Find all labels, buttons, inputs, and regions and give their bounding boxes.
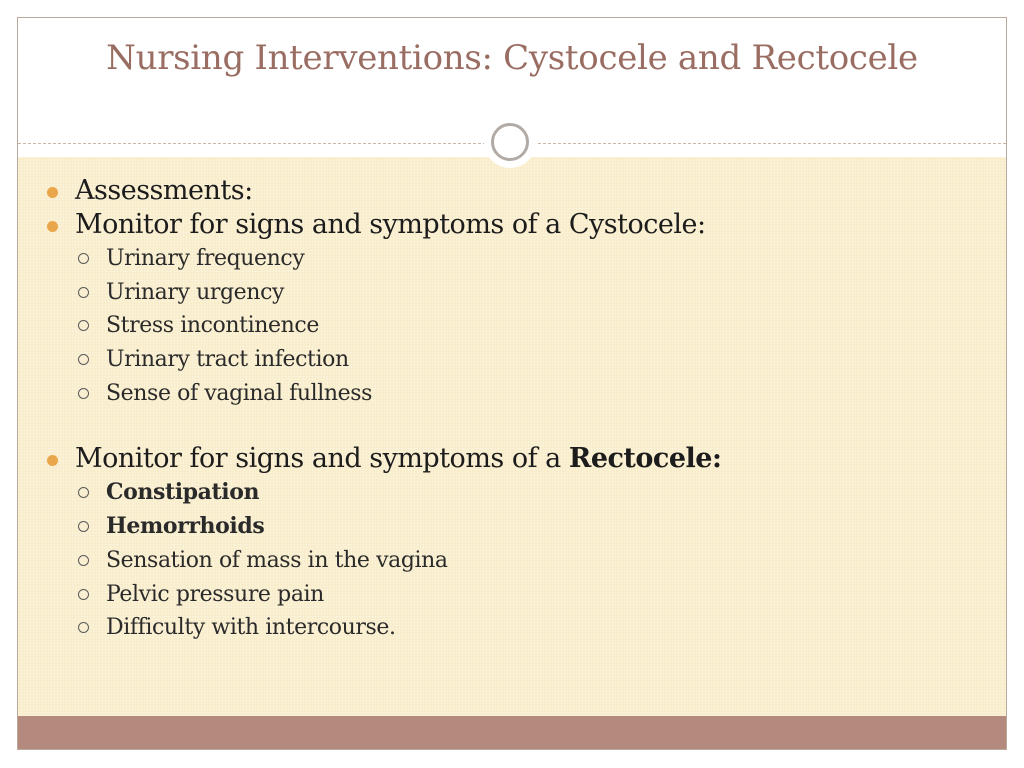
circle-bullet-icon [78, 622, 89, 633]
circle-bullet-icon [78, 555, 89, 566]
circle-ornament-icon [484, 116, 536, 168]
circle-bullet-icon [78, 589, 89, 600]
cystocele-symptom: Stress incontinence [106, 313, 319, 339]
bottom-bar [18, 716, 1006, 750]
bullet-assessments [46, 174, 946, 208]
list-item [46, 377, 946, 411]
cystocele-symptom: Sense of vaginal fullness [106, 380, 373, 406]
rectocele-symptom: Difficulty with intercourse. [106, 615, 396, 641]
bullet-cystocele-heading [46, 208, 946, 242]
list-item [46, 510, 946, 544]
list-item [46, 611, 946, 645]
circle-bullet-icon [78, 287, 89, 298]
cystocele-symptom: Urinary urgency [106, 279, 285, 305]
bullet-dot-icon [47, 221, 58, 232]
bullet-dot-icon [47, 187, 58, 198]
circle-bullet-icon [78, 487, 89, 498]
ornament-ring [491, 123, 529, 161]
list-item [46, 242, 946, 276]
list-item [46, 544, 946, 578]
rectocele-symptom: Hemorrhoids [106, 513, 265, 540]
circle-bullet-icon [78, 320, 89, 331]
cystocele-symptom: Urinary frequency [106, 246, 305, 271]
circle-bullet-icon [78, 354, 89, 365]
list-item [46, 276, 946, 310]
rectocele-symptom: Constipation [106, 479, 260, 506]
slide-content [46, 174, 946, 645]
list-item [46, 578, 946, 612]
rectocele-symptom: Sensation of mass in the vagina [106, 547, 448, 573]
rectocele-heading-prefix: Monitor for signs and symptoms of a [75, 443, 569, 475]
list-item [46, 343, 946, 377]
circle-bullet-icon [78, 253, 89, 264]
list-item [46, 476, 946, 510]
circle-bullet-icon [78, 388, 89, 399]
assessments-label: Assessments: [75, 175, 253, 206]
circle-bullet-icon [78, 521, 89, 532]
rectocele-heading-bold: Rectocele: [568, 443, 722, 475]
slide-title: Nursing Interventions: Cystocele and Rectocele [106, 38, 918, 78]
section-gap [46, 410, 946, 442]
bullet-rectocele-heading [46, 442, 946, 476]
cystocele-symptom: Urinary tract infection [106, 347, 349, 373]
list-item [46, 309, 946, 343]
rectocele-symptom: Pelvic pressure pain [106, 581, 324, 607]
bullet-dot-icon [47, 455, 58, 466]
cystocele-heading: Monitor for signs and symptoms of a Cystocele: [75, 209, 706, 240]
ornament-center [497, 129, 523, 155]
